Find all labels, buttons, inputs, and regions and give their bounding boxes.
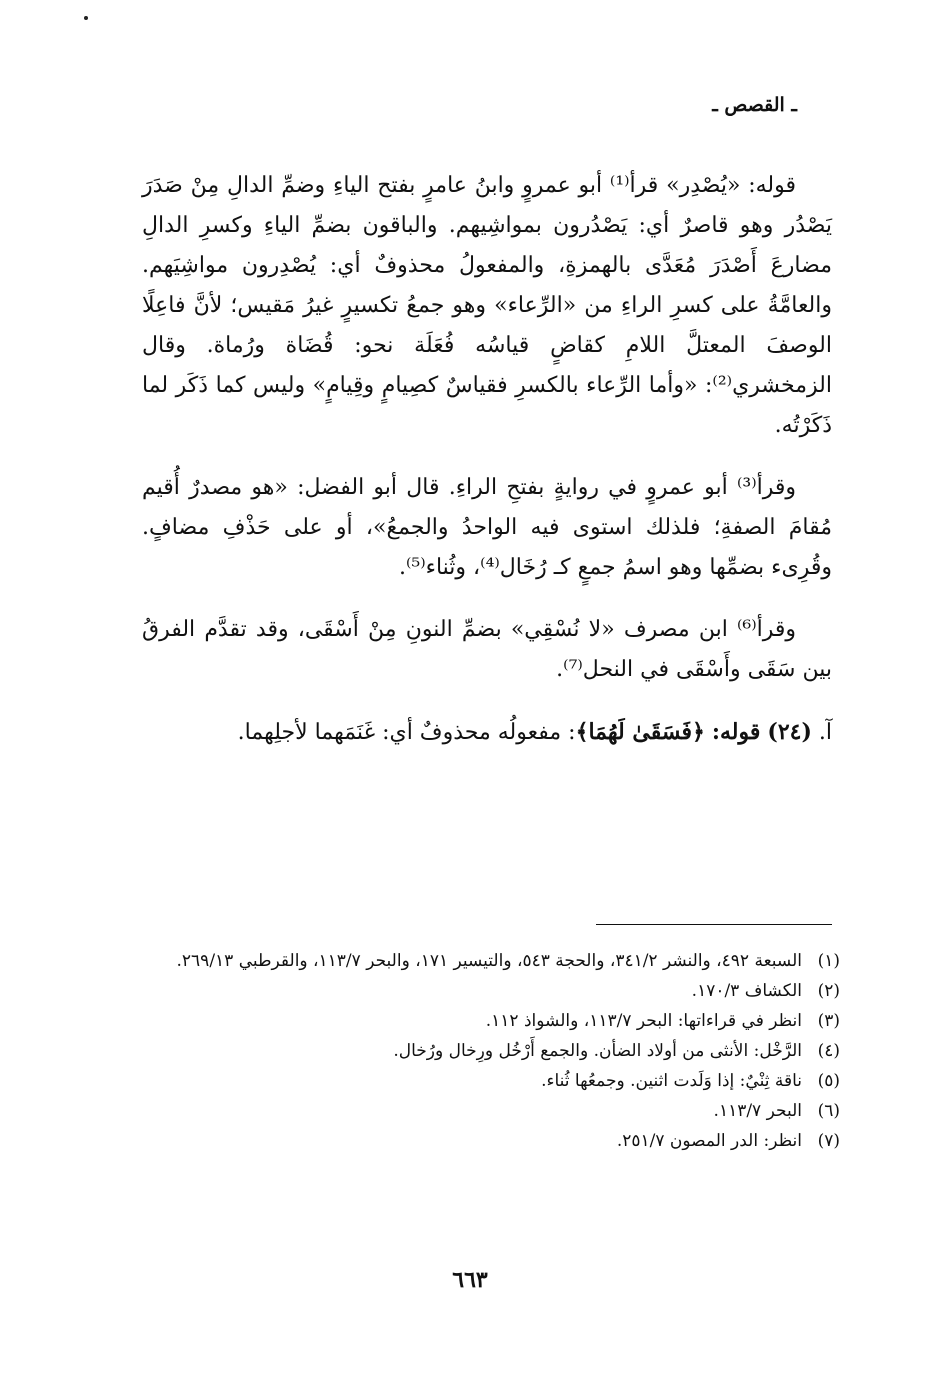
quran-quote: ﴿فَسَقَىٰ لَهُمَا﴾ (575, 719, 705, 745)
footnote-number: (١) (817, 951, 840, 971)
running-header: ـ القصص ـ (712, 94, 797, 116)
footnote-text: ناقة ثِنْيٌ: إذا وَلَدت اثنين. وجمعُها ثُناء. (541, 1071, 802, 1091)
main-text (142, 166, 832, 775)
footnote-number: (٣) (817, 1011, 840, 1031)
footnotes (142, 946, 840, 1156)
footnote-text: انظر في قراءاتها: البحر ١١٣/٧، والشواذ ١١٢. (485, 1011, 802, 1031)
scan-speck (84, 16, 88, 20)
footnote-text: انظر: الدر المصون ٢٥١/٧. (616, 1131, 802, 1151)
footnote (142, 976, 840, 1006)
footnote-number: (٦) (817, 1101, 840, 1121)
footnote (142, 1066, 840, 1096)
verse-commentary: : مفعولُه محذوفٌ أي: غَنَمَهما لأجلِهما. (237, 720, 576, 745)
footnote (142, 946, 840, 976)
footnote-number: (٧) (817, 1131, 840, 1151)
footnote (142, 1096, 840, 1126)
verse-marker: آ. (818, 720, 832, 745)
footnote (142, 1126, 840, 1156)
footnote-text: السبعة ٤٩٢، والنشر ٣٤١/٢، والحجة ٥٤٣، والتيسير ١٧١، والبحر ١١٣/٧، والقرطبي ٢٦٩/١٣. (176, 951, 802, 971)
page-number: ٦٦٣ (452, 1267, 488, 1293)
footnote (142, 1036, 840, 1066)
footnote-number: (٥) (817, 1071, 840, 1091)
paragraph: وقرأ⁽⁶⁾ ابن مصرف «لا نُسْقِي» بضمِّ النونِ مِنْ أَسْقَى، وقد تقدَّم الفرقُ بين سَقَى وأَسْقَى في النحل⁽⁷⁾. (142, 617, 832, 682)
paragraph: قوله: «يُصْدِر» قرأ⁽¹⁾ أبو عمروٍ وابنُ عامرٍ بفتح الياءِ وضمِّ الدالِ مِنْ صَدَرَ يَصْدُر وهو قاصرٌ أي: يَصْدُرون بمواشِيهم. والباقون بضمِّ الياءِ وكسرِ الدالِ مضارعَ أَصْدَرَ مُعَدَّى بالهمزةِ، والمفعولُ محذوفٌ أي: يُصْدِرون مواشِيَهم. والعامَّةُ على كسرِ الراءِ من «الرِّعاء» وهو جمعُ تكسيرٍ غيرُ مَقيس؛ لأنَّ فاعِلًا الوصفَ المعتلَّ اللامِ كقاضٍ قياسُه فُعَلَة نحو: قُضَاة ورُماة. وقال الزمخشري⁽²⁾: «وأما الرِّعاء بالكسرِ فقياسٌ كصِيامٍ وقِيامٍ» وليس كما ذَكَر لما ذَكَرْتُه. (142, 173, 832, 438)
footnote (142, 1006, 840, 1036)
verse-number: (٢٤) (767, 719, 812, 745)
footnote-number: (٤) (817, 1041, 840, 1061)
footnote-text: البحر ١١٣/٧. (713, 1101, 802, 1121)
footnote-text: الرَّخْل: الأنثى من أولاد الضأن. والجمع أَرْخُل ورِخال ورُخال. (393, 1041, 802, 1061)
footnote-separator (596, 924, 832, 925)
verse-label: قوله: (711, 719, 761, 745)
paragraph: وقرأ⁽³⁾ أبو عمروٍ في روايةٍ بفتحِ الراءِ. قال أبو الفضل: «هو مصدرٌ أُقيم مُقامَ الصفةِ؛ فلذلك استوى فيه الواحدُ والجمعُ»، أو على حَذْفِ مضافٍ. وقُرِىء بضمِّها وهو اسمُ جمعٍ كـ رُخَال⁽⁴⁾، وثُناء⁽⁵⁾. (142, 475, 832, 580)
footnote-number: (٢) (817, 981, 840, 1001)
footnote-text: الكشاف ١٧٠/٣. (691, 981, 802, 1001)
verse-paragraph (142, 712, 832, 753)
